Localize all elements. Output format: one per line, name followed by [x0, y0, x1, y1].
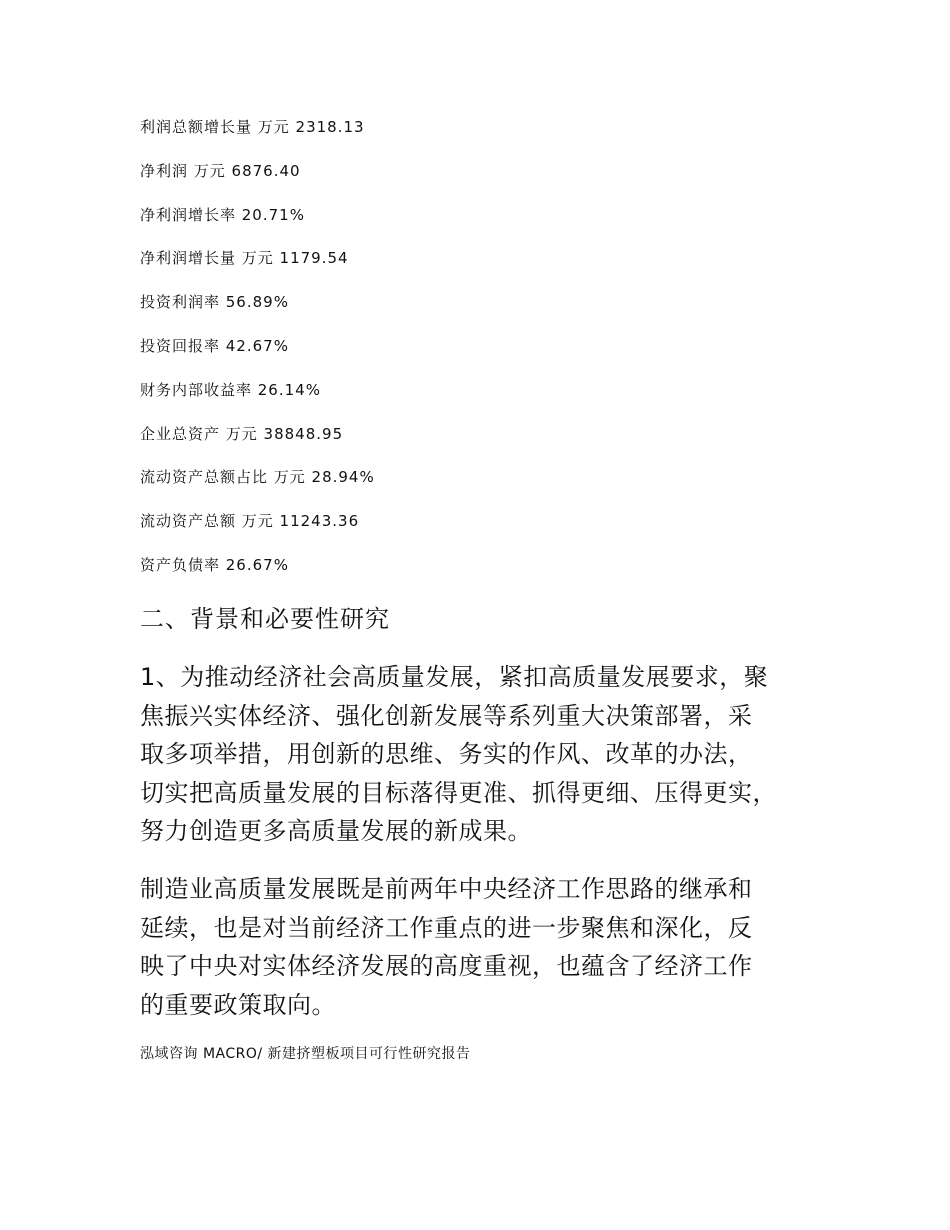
paragraph-2 — [140, 870, 820, 1024]
paragraph-line: 努力创造更多高质量发展的新成果。 — [140, 817, 532, 845]
paragraph-line: 延续，也是对当前经济工作重点的进一步聚焦和深化，反 — [140, 913, 753, 942]
paragraph-line: 取多项举措，用创新的思维、务实的作风、改革的办法， — [140, 740, 753, 768]
paragraph-line: 制造业高质量发展既是前两年中央经济工作思路的继承和 — [140, 875, 753, 903]
metrics-list — [140, 114, 820, 596]
paragraph-line: 1、为推动经济社会高质量发展，紧扣高质量发展要求，聚 — [140, 663, 769, 691]
metric-item: 流动资产总额占比 万元 28.94% — [140, 468, 375, 487]
paragraph-line: 焦振兴实体经济、强化创新发展等系列重大决策部署，采 — [140, 701, 753, 730]
section-heading: 二、背景和必要性研究 — [140, 605, 390, 633]
metric-item: 净利润增长量 万元 1179.54 — [140, 249, 349, 268]
paragraph-line: 的重要政策取向。 — [140, 990, 336, 1019]
metric-item: 资产负债率 26.67% — [140, 555, 289, 574]
metric-item: 投资利润率 56.89% — [140, 293, 289, 312]
metric-item: 流动资产总额 万元 11243.36 — [140, 512, 360, 531]
metric-item: 净利润增长率 20.71% — [140, 205, 305, 224]
metric-item: 投资回报率 42.67% — [140, 336, 289, 355]
metric-item: 企业总资产 万元 38848.95 — [140, 424, 344, 443]
paragraph-1 — [140, 658, 820, 851]
paragraph-line: 切实把高质量发展的目标落得更准、抓得更细、压得更实， — [140, 778, 777, 807]
metric-item: 财务内部收益率 26.14% — [140, 380, 321, 399]
page-footer: 泓域咨询 MACRO/ 新建挤塑板项目可行性研究报告 — [140, 1046, 471, 1062]
metric-item: 净利润 万元 6876.40 — [140, 161, 301, 180]
paragraph-line: 映了中央对实体经济发展的高度重视，也蕴含了经济工作 — [140, 952, 753, 980]
metric-item: 利润总额增长量 万元 2318.13 — [140, 118, 365, 136]
